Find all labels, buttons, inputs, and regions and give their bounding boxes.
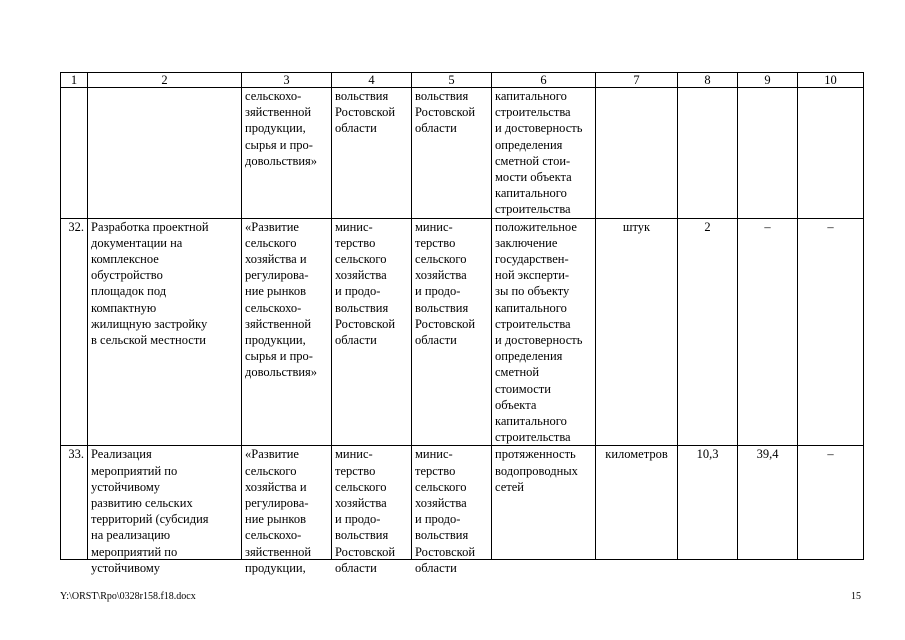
coexecutor-cell: минис- терство сельского хозяйства и продо- вольствия Ростовской области xyxy=(412,218,492,446)
header-cell: 6 xyxy=(492,73,596,88)
event-name-cell xyxy=(88,88,242,219)
value-cell: 2 xyxy=(678,218,738,446)
table-row xyxy=(61,88,864,219)
indicator-text: протяженность водопроводных сетей xyxy=(495,447,578,494)
header-cell: 4 xyxy=(332,73,412,88)
document-table xyxy=(60,72,864,575)
unit-cell: километров xyxy=(596,446,678,560)
unit-cell: штук xyxy=(596,218,678,446)
table-row xyxy=(61,446,864,560)
event-name-text: Реализация мероприятий по устойчивому развитию сельских территорий (субсидия на реализацию мероприятий по устойчивому xyxy=(91,447,209,575)
executor-cell: минис- терство сельского хозяйства и продо- вольствия Ростовской области xyxy=(332,218,412,446)
value-cell: 39,4 xyxy=(738,446,798,560)
header-row xyxy=(61,73,864,88)
header-cell: 2 xyxy=(88,73,242,88)
page-number: 15 xyxy=(851,591,861,602)
indicator-cell xyxy=(492,446,596,560)
program-cell: «Развитие сельского хозяйства и регулирова- ние рынков сельскохо- зяйственной продукции, сырья и про- довольствия» xyxy=(242,218,332,446)
footer-file-path: Y:\ORST\Rpo\0328r158.f18.docx xyxy=(60,591,196,602)
value-cell xyxy=(798,88,864,219)
value-cell: 10,3 xyxy=(678,446,738,560)
coexecutor-cell xyxy=(412,446,492,575)
value-cell xyxy=(738,88,798,219)
value-cell: – xyxy=(738,218,798,446)
program-text: «Развитие сельского хозяйства и регулирова- ние рынков сельскохо- зяйственной продукции, xyxy=(245,447,312,575)
event-name-cell: Разработка проектной документации на комплексное обустройство площадок под компактную жилищную застройку в сельской местности xyxy=(88,218,242,446)
executor-text: минис- терство сельского хозяйства и продо- вольствия Ростовской области xyxy=(335,447,396,575)
value-cell: – xyxy=(798,446,864,560)
header-cell: 7 xyxy=(596,73,678,88)
table-row xyxy=(61,218,864,446)
coexecutor-text: минис- терство сельского хозяйства и продо- вольствия Ростовской области xyxy=(415,447,476,575)
unit-cell xyxy=(596,88,678,219)
indicator-cell: положительное заключение государствен- ной эксперти- зы по объекту капитального строительства и достоверность определения сметной стоимости объекта капитального строительства xyxy=(492,218,596,446)
row-number: 32. xyxy=(61,218,88,446)
header-cell: 5 xyxy=(412,73,492,88)
value-cell: – xyxy=(798,218,864,446)
row-number: 33. xyxy=(61,446,88,560)
executor-cell xyxy=(332,446,412,575)
header-cell: 3 xyxy=(242,73,332,88)
row-number xyxy=(61,88,88,219)
coexecutor-cell: вольствия Ростовской области xyxy=(412,88,492,219)
header-cell: 8 xyxy=(678,73,738,88)
header-cell: 1 xyxy=(61,73,88,88)
program-cell xyxy=(242,446,332,575)
executor-cell: вольствия Ростовской области xyxy=(332,88,412,219)
header-cell: 9 xyxy=(738,73,798,88)
event-name-cell xyxy=(88,446,242,575)
program-cell: сельскохо- зяйственной продукции, сырья и про- довольствия» xyxy=(242,88,332,219)
value-cell xyxy=(678,88,738,219)
header-cell: 10 xyxy=(798,73,864,88)
indicator-cell: капитального строительства и достоверность определения сметной стои- мости объекта капитального строительства xyxy=(492,88,596,219)
